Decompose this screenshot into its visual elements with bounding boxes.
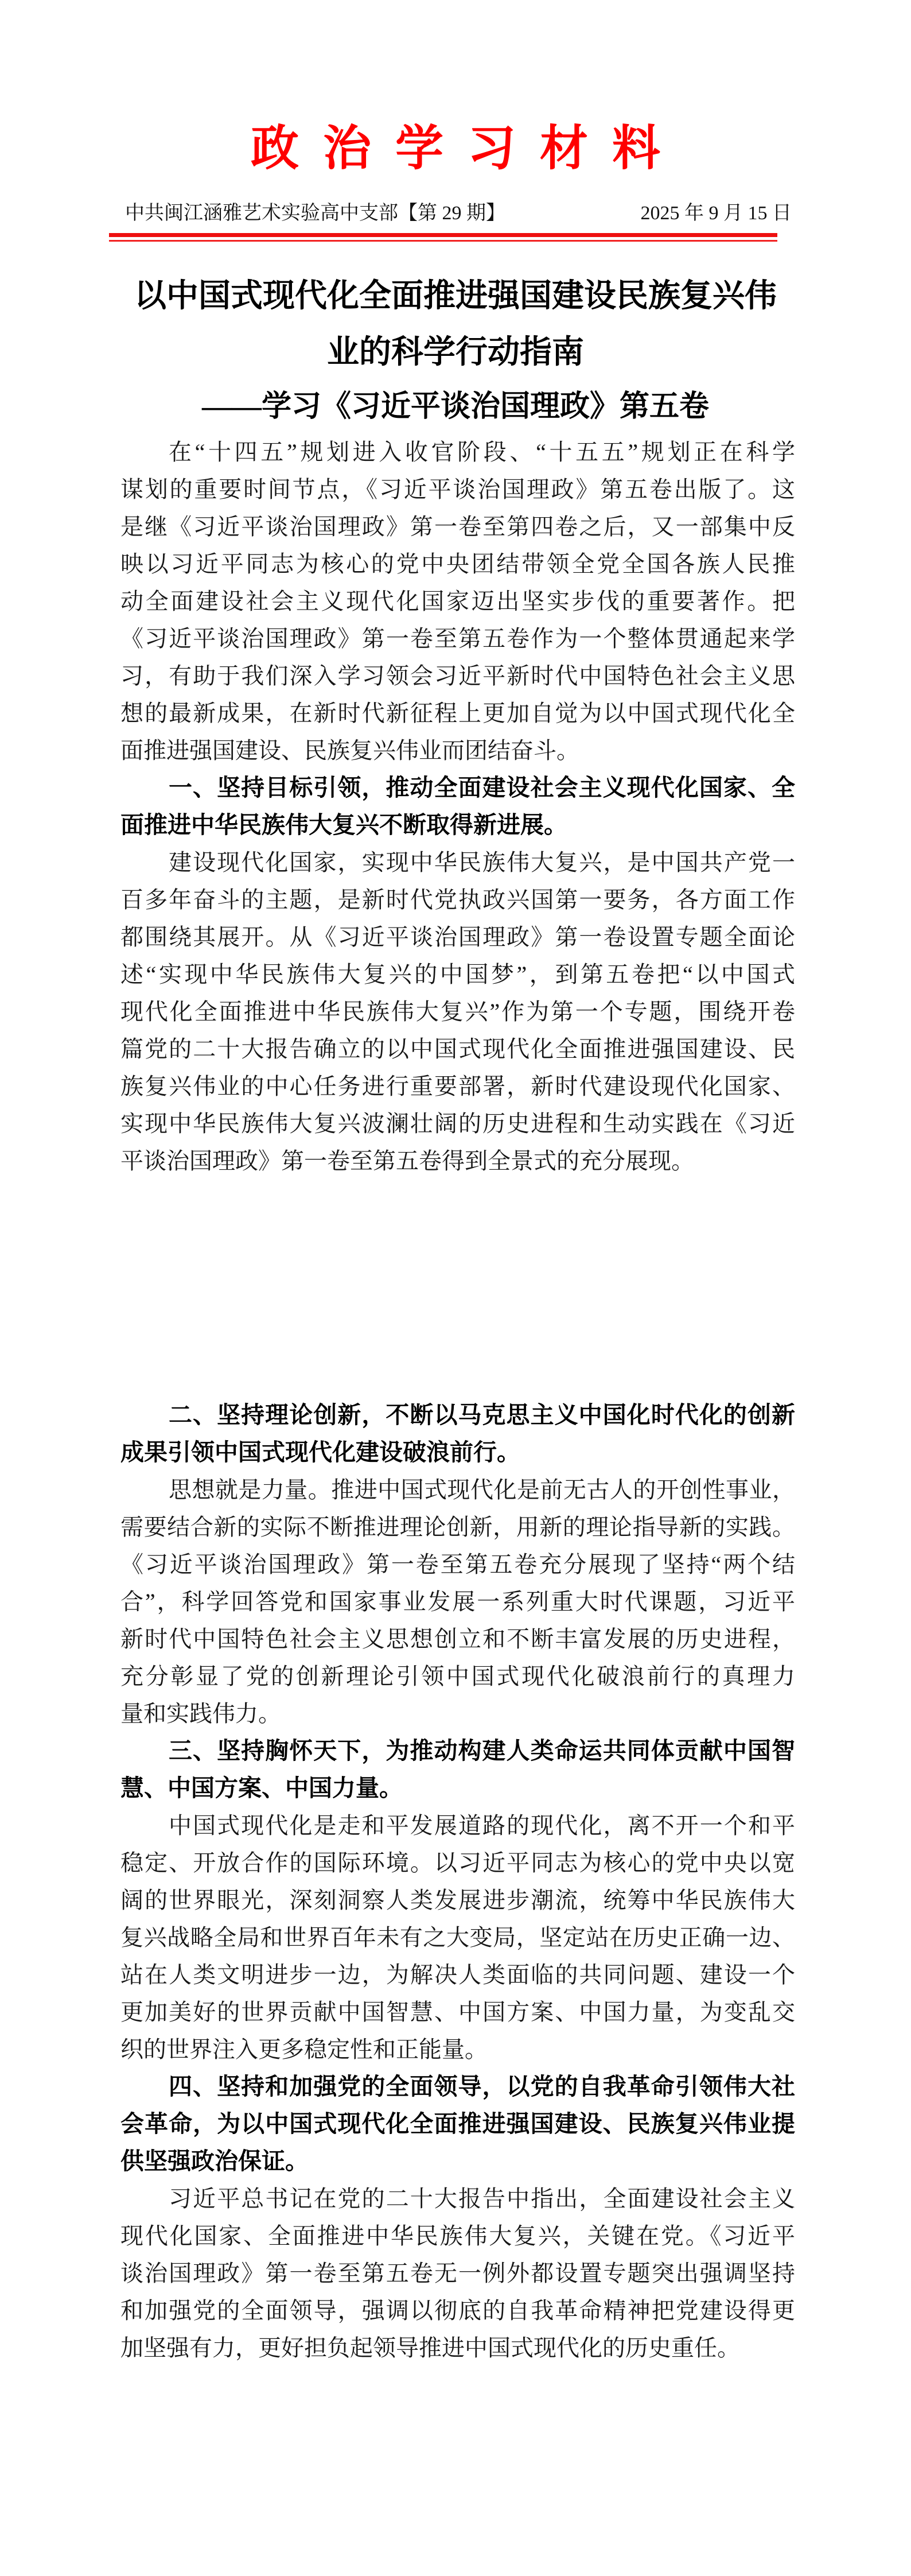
body-line: 习，有助于我们深入学习领会习近平新时代中国特色社会主义思	[120, 663, 795, 689]
body-line: 在“十四五”规划进入收官阶段、“十五五”规划正在科学	[169, 439, 795, 465]
section-heading	[120, 1732, 795, 1807]
section-heading	[120, 2068, 795, 2180]
heading-line: 二、坚持理论创新，不断以马克思主义中国化时代化的创新	[169, 1402, 795, 1428]
document-body	[120, 433, 795, 2366]
section-heading	[120, 1396, 795, 1471]
heading-line: 成果引领中国式现代化建设破浪前行。	[120, 1439, 520, 1465]
red-divider-rule	[109, 233, 777, 242]
body-line: 新时代中国特色社会主义思想创立和不断丰富发展的历史进程，	[120, 1626, 795, 1652]
body-line: 族复兴伟业的中心任务进行重要部署，新时代建设现代化国家、	[120, 1073, 795, 1099]
body-line: 实现中华民族伟大复兴波澜壮阔的历史进程和生动实践在《习近	[120, 1111, 795, 1136]
heading-line: 慧、中国方案、中国力量。	[120, 1775, 403, 1801]
body-line: 更加美好的世界贡献中国智慧、中国方案、中国力量，为变乱交	[120, 1999, 795, 2025]
body-line: 现代化全面推进中华民族伟大复兴”作为第一个专题，围绕开卷	[120, 999, 795, 1025]
masthead-title: 政治学习材料	[250, 122, 684, 176]
body-line: 量和实践伟力。	[120, 1701, 281, 1727]
body-line: 篇党的二十大报告确立的以中国式现代化全面推进强国建设、民	[120, 1036, 795, 1062]
body-line: 复兴战略全局和世界百年未有之大变局，坚定站在历史正确一边、	[120, 1925, 795, 1950]
paragraph	[120, 844, 795, 1180]
body-line: 动全面建设社会主义现代化国家迈出坚实步伐的重要著作。把	[120, 588, 795, 614]
body-line: 《习近平谈治国理政》第一卷至第五卷作为一个整体贯通起来学	[120, 626, 795, 651]
body-line: 合”，科学回答党和国家事业发展一系列重大时代课题，习近平	[120, 1589, 795, 1615]
body-line: 想的最新成果，在新时代新征程上更加自觉为以中国式现代化全	[120, 700, 795, 726]
section-heading	[120, 769, 795, 844]
body-line: 现代化国家、全面推进中华民族伟大复兴，关键在党。《习近平	[120, 2223, 795, 2249]
doc-title-block	[0, 268, 911, 433]
heading-line: 三、坚持胸怀天下，为推动构建人类命运共同体贡献中国智	[169, 1737, 795, 1764]
body-line: 阔的世界眼光，深刻洞察人类发展进步潮流，统筹中华民族伟大	[120, 1887, 795, 1913]
doc-subtitle: ——学习《习近平谈治国理政》第五卷	[201, 390, 709, 423]
body-line: 谈治国理政》第一卷至第五卷无一例外都设置专题突出强调坚持	[120, 2260, 795, 2286]
body-line: 谋划的重要时间节点，《习近平谈治国理政》第五卷出版了。这	[120, 476, 795, 502]
body-line: 需要结合新的实际不断推进理论创新，用新的理论指导新的实践。	[120, 1514, 795, 1540]
body-line: 都围绕其展开。从《习近平谈治国理政》第一卷设置专题全面论	[120, 924, 795, 950]
issue-date: 2025 年 9 月 15 日	[640, 203, 792, 224]
paragraph	[120, 2180, 795, 2366]
heading-line: 一、坚持目标引领，推动全面建设社会主义现代化国家、全	[169, 774, 795, 801]
issuer-text: 中共闽江涵雅艺术实验高中支部【第 29 期】	[125, 203, 505, 224]
doc-title-line-1: 以中国式现代化全面推进强国建设民族复兴伟	[134, 278, 777, 314]
page-break-gap	[120, 1180, 795, 1396]
body-line: 加坚强有力，更好担负起领导推进中国式现代化的历史重任。	[120, 2335, 740, 2361]
body-line: 充分彰显了党的创新理论引领中国式现代化破浪前行的真理力	[120, 1663, 795, 1689]
body-line: 稳定、开放合作的国际环境。以习近平同志为核心的党中央以宽	[120, 1850, 795, 1876]
heading-line: 供坚强政治保证。	[120, 2148, 309, 2174]
heading-line: 面推进中华民族伟大复兴不断取得新进展。	[120, 812, 567, 838]
body-line: 面推进强国建设、民族复兴伟业而团结奋斗。	[120, 738, 579, 763]
red-rule-thin	[109, 240, 777, 242]
red-rule-thick	[109, 233, 777, 237]
doc-title-line-2: 业的科学行动指南	[327, 335, 584, 370]
body-line: 《习近平谈治国理政》第一卷至第五卷充分展现了坚持“两个结	[120, 1551, 795, 1577]
paragraph	[120, 1807, 795, 2068]
body-line: 站在人类文明进步一边，为解决人类面临的共同问题、建设一个	[120, 1962, 795, 1988]
paragraph	[120, 433, 795, 769]
body-line: 百多年奋斗的主题，是新时代党执政兴国第一要务，各方面工作	[120, 887, 795, 913]
body-line: 映以习近平同志为核心的党中央团结带领全党全国各族人民推	[120, 551, 795, 577]
body-line: 中国式现代化是走和平发展道路的现代化，离不开一个和平	[169, 1813, 795, 1838]
body-line: 和加强党的全面领导，强调以彻底的自我革命精神把党建设得更	[120, 2298, 795, 2323]
body-line: 述“实现中华民族伟大复兴的中国梦”，到第五卷把“以中国式	[120, 961, 795, 987]
heading-line: 会革命，为以中国式现代化全面推进强国建设、民族复兴伟业提	[120, 2111, 795, 2137]
body-line: 织的世界注入更多稳定性和正能量。	[120, 2036, 488, 2062]
body-line: 平谈治国理政》第一卷至第五卷得到全景式的充分展现。	[120, 1148, 694, 1174]
body-line: 是继《习近平谈治国理政》第一卷至第四卷之后，又一部集中反	[120, 514, 795, 540]
issue-bar	[125, 201, 792, 226]
body-line: 建设现代化国家，实现中华民族伟大复兴，是中国共产党一	[169, 849, 795, 875]
heading-line: 四、坚持和加强党的全面领导，以党的自我革命引领伟大社	[169, 2073, 795, 2100]
body-line: 习近平总书记在党的二十大报告中指出，全面建设社会主义	[169, 2186, 795, 2212]
paragraph	[120, 1471, 795, 1732]
body-line: 思想就是力量。推进中国式现代化是前无古人的开创性事业，	[169, 1477, 795, 1503]
